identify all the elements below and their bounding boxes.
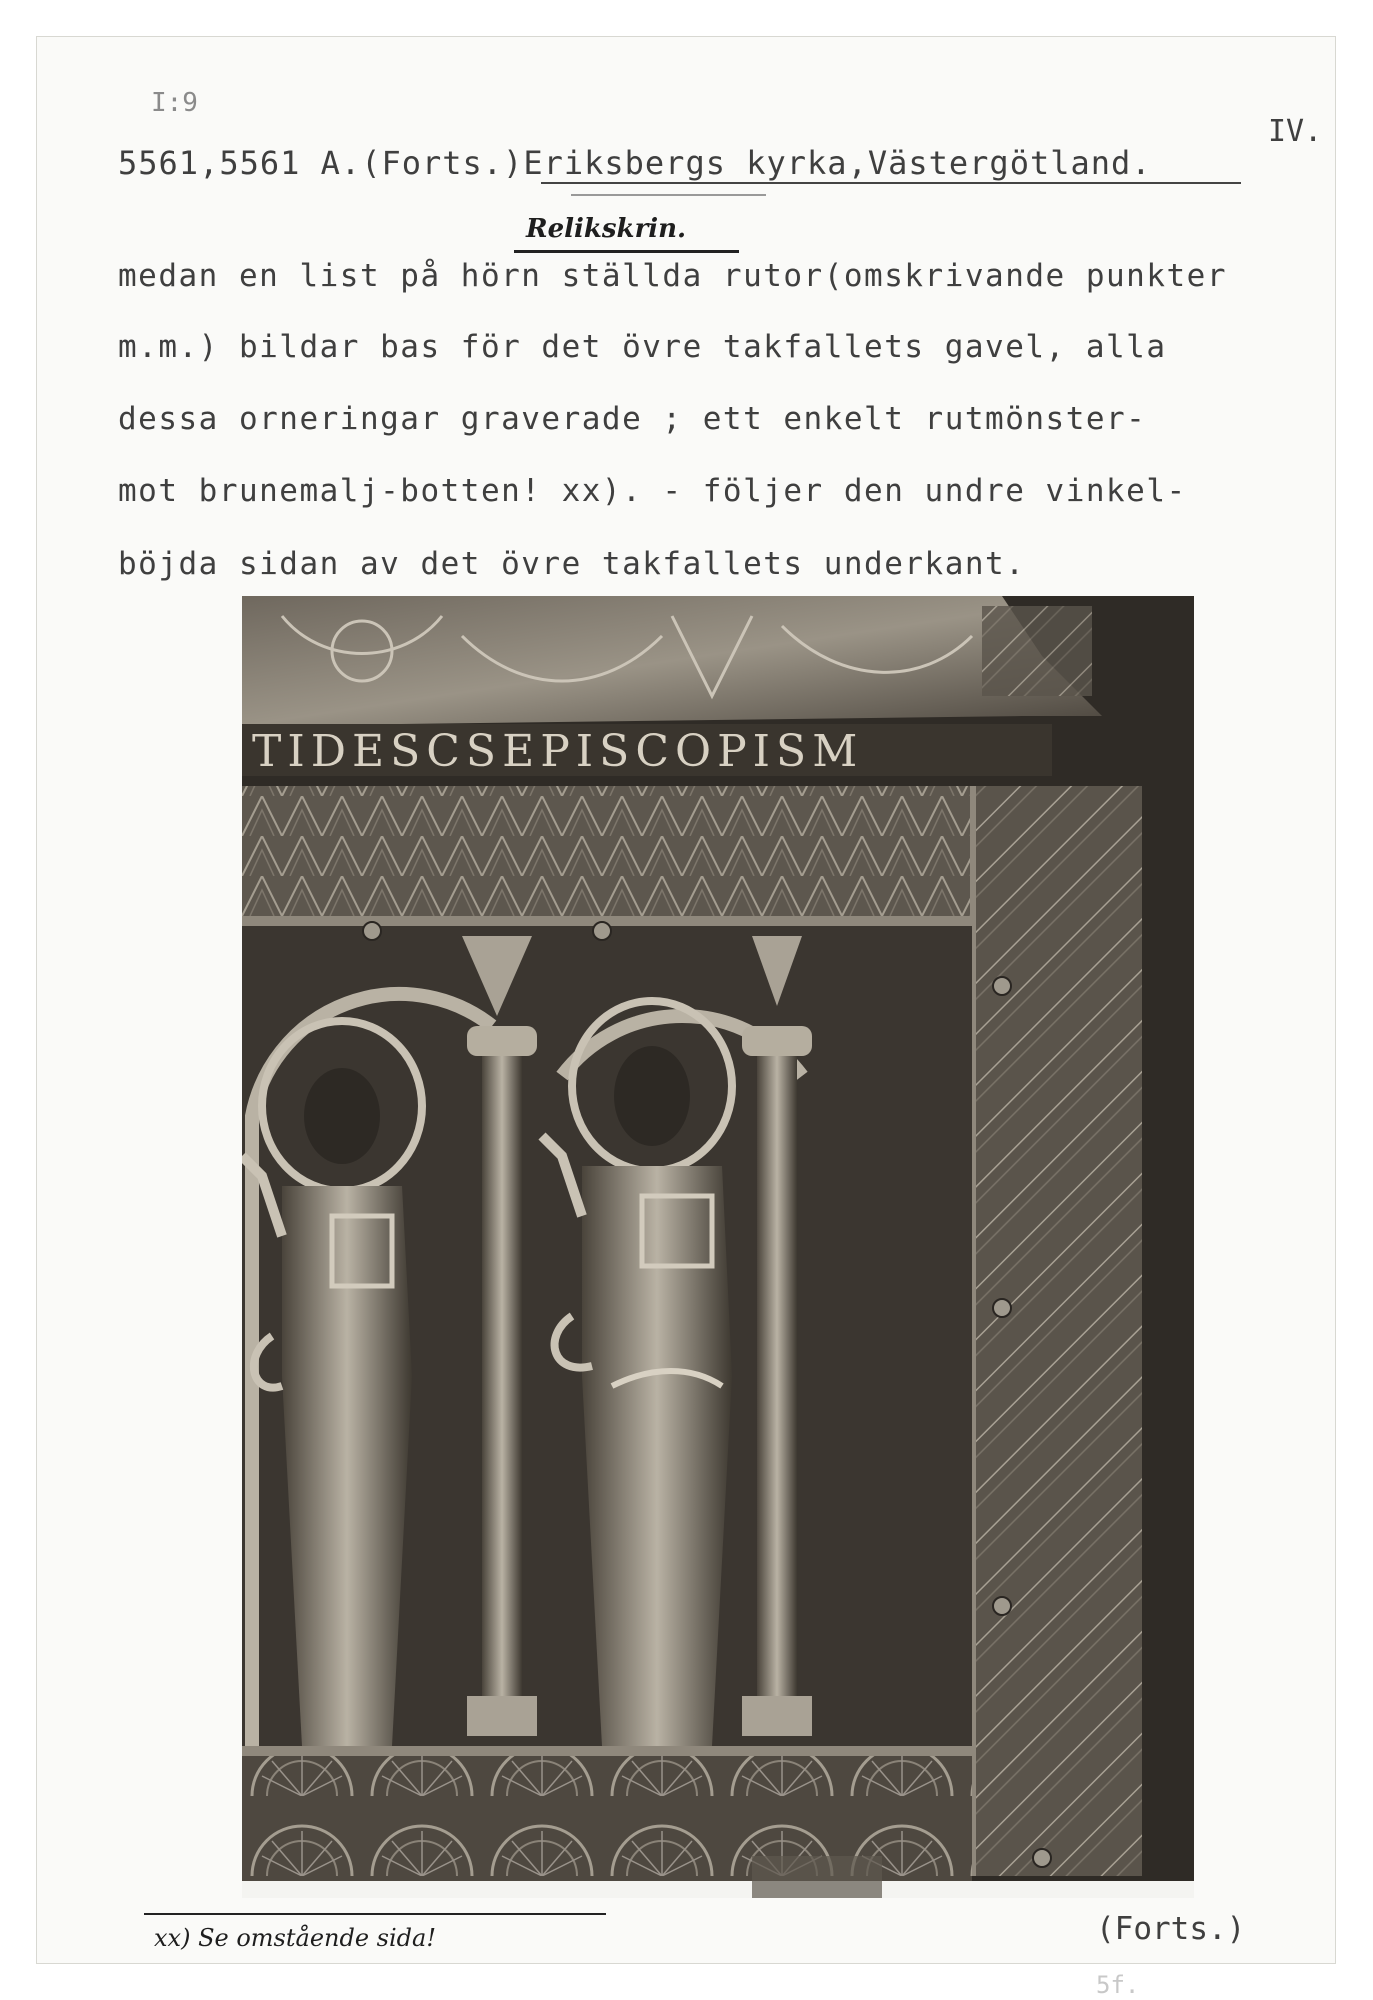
handwritten-subtitle: Relikskrin. — [526, 214, 687, 244]
catalog-card — [36, 36, 1336, 1999]
header-underline — [541, 182, 1241, 184]
body-line-2: m.m.) bildar bas för det övre takfallets gavel, alla — [118, 329, 1167, 365]
body-line-4: mot brunemalj-botten! xx). - följer den undre vinkel- — [118, 473, 1187, 509]
reliquary-photo — [242, 596, 1194, 1898]
handwritten-footnote: xx) Se omstående sida! — [154, 1924, 436, 1952]
chevron-frieze — [242, 786, 972, 916]
roof-ornament — [242, 596, 1102, 726]
side-border-pattern — [972, 786, 1142, 1876]
header-tick-mark — [571, 194, 766, 196]
inscription-text: TIDESCSEPISCOPISM — [252, 726, 864, 777]
footnote-rule — [144, 1913, 606, 1915]
body-line-3: dessa orneringar graverade ; ett enkelt rutmönster- — [118, 401, 1147, 437]
roof-corner-grid — [982, 606, 1092, 696]
corner-id: I:9 — [151, 88, 198, 118]
subtitle-underline — [514, 250, 739, 253]
card-header: 5561,5561 A.(Forts.)Eriksbergs kyrka,Västergötland. — [118, 144, 1152, 182]
continuation-note: (Forts.) — [1096, 1911, 1246, 1947]
body-line-1: medan en list på hörn ställda rutor(omskrivande punkter — [118, 258, 1227, 294]
faint-mark: 5f. — [1096, 1971, 1140, 1999]
body-line-5: böjda sidan av det övre takfallets underkant. — [118, 546, 1026, 582]
page-number: IV. — [1268, 114, 1323, 149]
